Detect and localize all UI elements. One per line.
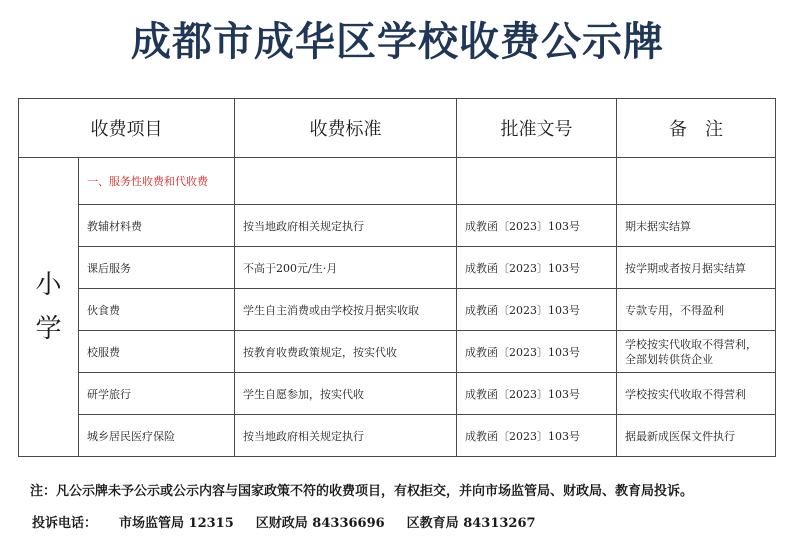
approval-number: 成教函〔2023〕103号 — [457, 415, 617, 457]
subheading-empty-cell — [457, 158, 617, 205]
approval-number: 成教函〔2023〕103号 — [457, 289, 617, 331]
fee-table — [18, 98, 776, 457]
complaint-contacts — [32, 512, 558, 531]
section-label-char-1: 小 — [35, 270, 62, 300]
approval-number: 成教函〔2023〕103号 — [457, 205, 617, 247]
remark: 按学期或者按月据实结算 — [617, 247, 776, 289]
header-approval-number: 批准文号 — [457, 99, 617, 158]
fee-standard: 不高于200元/生·月 — [235, 247, 457, 289]
fee-item-name: 校服费 — [79, 331, 235, 373]
footnote: 注：凡公示牌未予公示或公示内容与国家政策不符的收费项目，有权拒交，并向市场监管局、财政局、教育局投诉。 — [30, 484, 694, 499]
remark: 据最新成医保文件执行 — [617, 415, 776, 457]
fee-item-name: 研学旅行 — [79, 373, 235, 415]
table-row — [19, 289, 776, 331]
contact-market-regulation: 市场监管局 12315 — [119, 516, 234, 531]
fee-standard: 按当地政府相关规定执行 — [235, 205, 457, 247]
contacts-label: 投诉电话： — [32, 516, 98, 531]
remark: 期末据实结算 — [617, 205, 776, 247]
fee-item-name: 课后服务 — [79, 247, 235, 289]
table-row — [19, 373, 776, 415]
approval-number: 成教函〔2023〕103号 — [457, 247, 617, 289]
fee-standard: 按当地政府相关规定执行 — [235, 415, 457, 457]
contact-finance-bureau: 区财政局 84336696 — [255, 516, 385, 531]
table-row — [19, 331, 776, 373]
remark: 学校按实代收取不得营利，全部划转供货企业 — [617, 331, 776, 373]
approval-number: 成教函〔2023〕103号 — [457, 373, 617, 415]
fee-item-name: 城乡居民医疗保险 — [79, 415, 235, 457]
approval-number: 成教函〔2023〕103号 — [457, 331, 617, 373]
subheading: 一、服务性收费和代收费 — [79, 158, 235, 205]
subheading-empty-cell — [235, 158, 457, 205]
contact-education-bureau: 区教育局 84313267 — [406, 516, 536, 531]
fee-standard: 学生自愿参加，按实代收 — [235, 373, 457, 415]
page-title: 成都市成华区学校收费公示牌 — [131, 18, 664, 65]
fee-item-name: 伙食费 — [79, 289, 235, 331]
subheading-empty-cell — [617, 158, 776, 205]
table-row — [19, 415, 776, 457]
remark: 专款专用，不得盈利 — [617, 289, 776, 331]
table-subheading-row — [19, 158, 776, 205]
table-row — [19, 205, 776, 247]
header-fee-standard: 收费标准 — [235, 99, 457, 158]
section-label-char-2: 学 — [35, 314, 62, 344]
table-header-row — [19, 99, 776, 158]
table-row — [19, 247, 776, 289]
header-fee-item: 收费项目 — [19, 99, 235, 158]
fee-item-name: 教辅材料费 — [79, 205, 235, 247]
fee-standard: 学生自主消费或由学校按月据实收取 — [235, 289, 457, 331]
remark: 学校按实代收取不得营利 — [617, 373, 776, 415]
header-remarks: 备 注 — [617, 99, 776, 158]
section-label-primary-school — [19, 158, 79, 457]
fee-standard: 按教育收费政策规定，按实代收 — [235, 331, 457, 373]
